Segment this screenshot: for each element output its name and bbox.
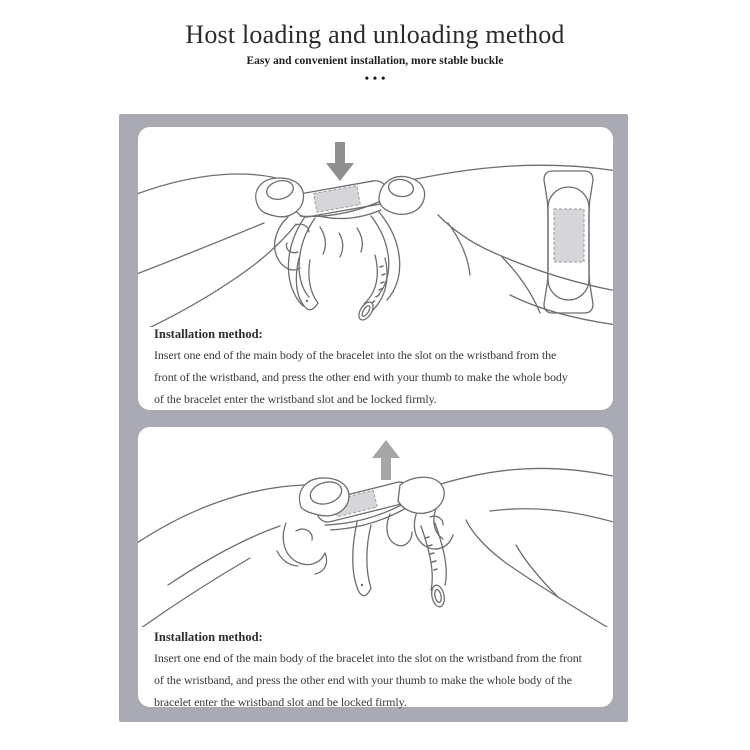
installation-text-line: front of the wristband, and press the other end with your thumb to make the whole body [154, 369, 568, 384]
right-thumb [379, 176, 425, 214]
separator-dots: ••• [364, 71, 390, 85]
instruction-panel [119, 114, 628, 722]
page-title: Host loading and unloading method [185, 20, 565, 49]
install-card [138, 127, 613, 410]
installation-text-line: Insert one end of the main body of the bracelet into the slot on the wristband from the front [154, 651, 582, 665]
illustration-press-in [138, 127, 613, 327]
illustration-push-out [138, 427, 613, 627]
wristband-front-view [544, 171, 593, 313]
wristband-loop [288, 210, 399, 322]
removal-text [154, 626, 601, 713]
up-arrow-icon [372, 440, 400, 480]
page-subtitle: Easy and convenient installation, more stable buckle [246, 55, 504, 67]
installation-text-line: bracelet enter the wristband slot and be locked firmly. [154, 694, 407, 709]
down-arrow-icon [326, 142, 354, 181]
installation-text-line: of the wristband, and press the other end with your thumb to make the whole body of the [154, 672, 572, 687]
install-text [154, 323, 601, 410]
tracker-capsule [293, 179, 390, 221]
installation-heading: Installation method: [154, 630, 263, 644]
installation-text-line: of the bracelet enter the wristband slot and be locked firmly. [154, 391, 437, 406]
installation-heading: Installation method: [154, 327, 263, 341]
installation-text-line: Insert one end of the main body of the bracelet into the slot on the wristband from the [154, 348, 557, 362]
wristband-straps [353, 522, 447, 608]
left-thumb [299, 478, 348, 516]
removal-card [138, 427, 613, 707]
right-hand-grip [398, 477, 444, 513]
left-thumb [256, 178, 304, 217]
fingers [320, 227, 362, 257]
wristband-slot [554, 209, 584, 262]
